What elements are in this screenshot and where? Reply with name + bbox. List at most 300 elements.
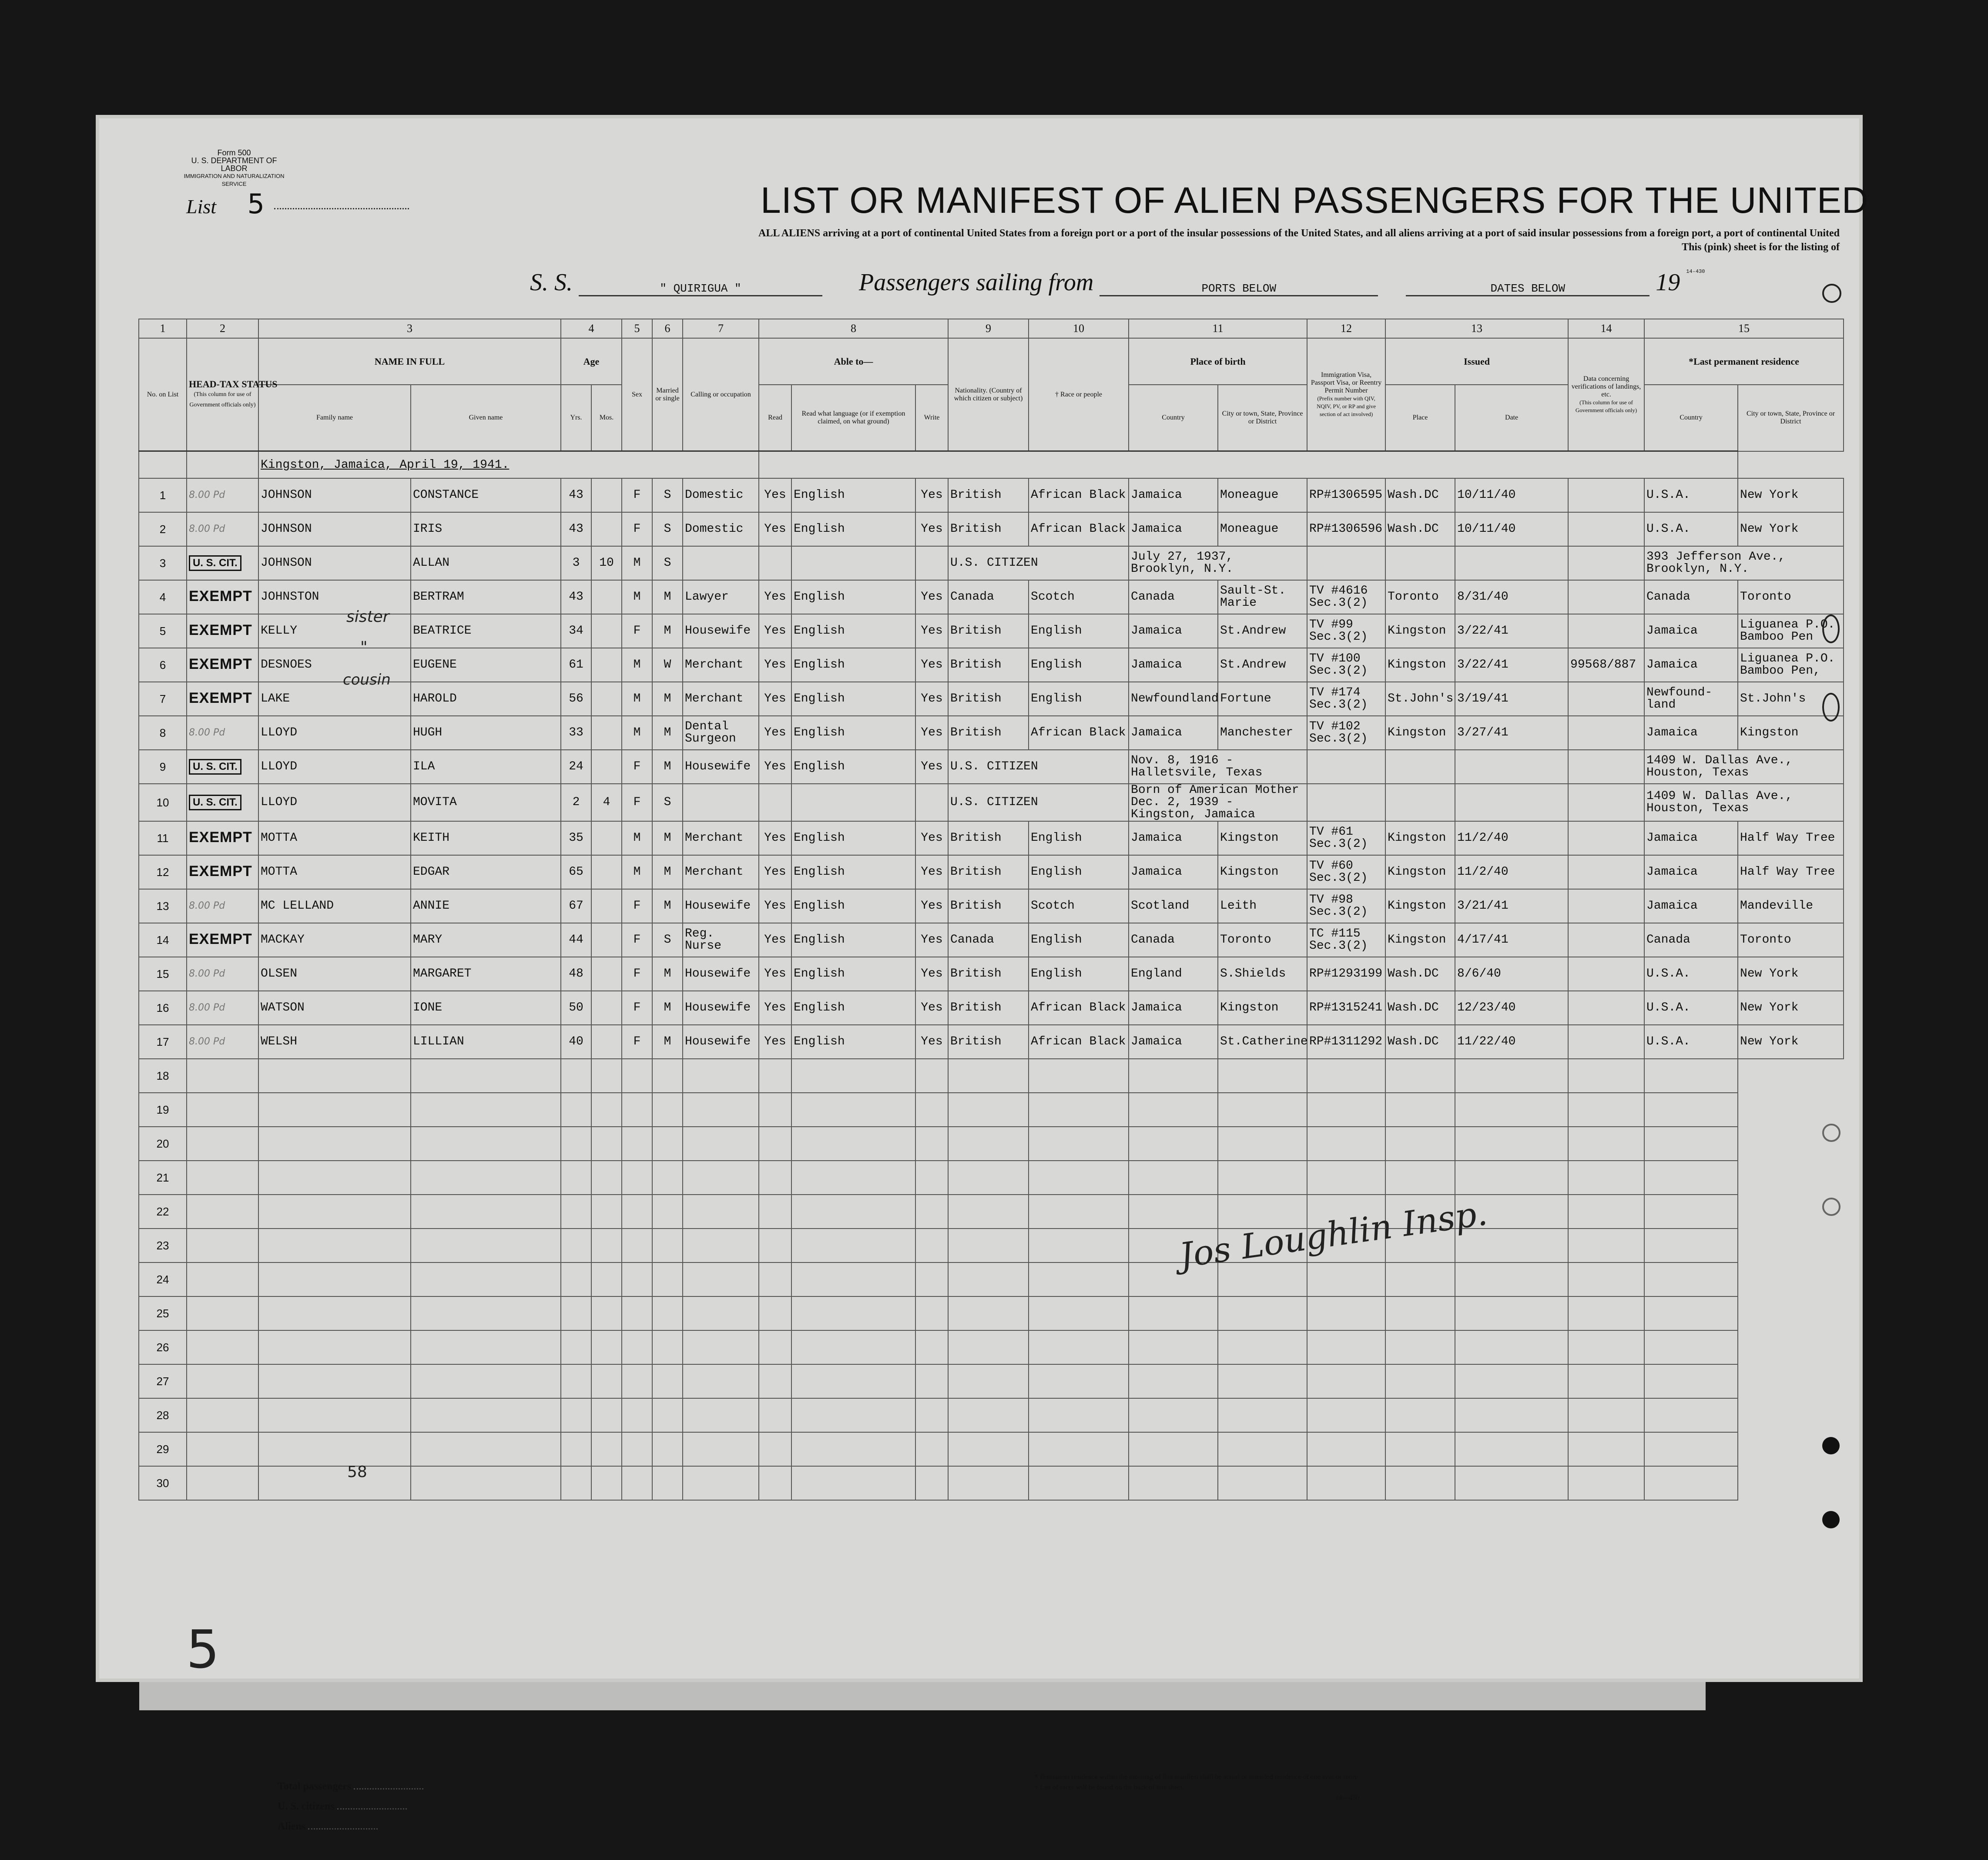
race: English [1029, 923, 1129, 957]
row-number: 11 [139, 821, 187, 855]
form-code-top: 14-430 [1686, 269, 1705, 275]
visa-number [1307, 784, 1385, 821]
write: Yes [915, 648, 948, 682]
header-family-name: Family name [258, 385, 411, 451]
exempt-stamp: EXEMPT [189, 655, 252, 672]
exempt-stamp: EXEMPT [189, 689, 252, 706]
issued-date: 11/2/40 [1455, 855, 1568, 889]
birth-city: Toronto [1218, 923, 1307, 957]
birth-city: Moneague [1218, 478, 1307, 512]
table-row [139, 648, 1844, 682]
binder-hole [1822, 1198, 1840, 1216]
birth-city: Leith [1218, 889, 1307, 923]
family-name: MACKAY [258, 923, 411, 957]
table-row [139, 1025, 1844, 1059]
ship-line [530, 269, 1705, 296]
year-prefix: 19 [1656, 269, 1680, 296]
age-years: 40 [561, 1025, 591, 1059]
age-years: 34 [561, 614, 591, 648]
nationality: British [948, 855, 1029, 889]
empty-row [139, 1195, 1844, 1229]
port-date-line: Kingston, Jamaica, April 19, 1941. [258, 451, 759, 479]
header-given-name: Given name [411, 385, 561, 451]
occupation [683, 546, 759, 580]
family-name: JOHNSON [258, 478, 411, 512]
row-number: 21 [139, 1161, 187, 1195]
occupation: Dental Surgeon [683, 716, 759, 750]
footnote-races: † List of races will be found on the back of this sheet. [1035, 1784, 1184, 1791]
given-name: MOVITA [411, 784, 561, 821]
age-months [591, 750, 622, 784]
occupation: Housewife [683, 889, 759, 923]
occupation: Reg. Nurse [683, 923, 759, 957]
residence-city: Kingston [1738, 716, 1844, 750]
header-birth-city: City or town, State, Province or District [1218, 385, 1307, 451]
race: Scotch [1029, 889, 1129, 923]
header-sex: Sex [622, 338, 652, 451]
birth-country: Jamaica [1129, 855, 1218, 889]
relation-note: cousin [343, 671, 391, 688]
visa-number: TV #99 Sec.3(2) [1307, 614, 1385, 648]
occupation [683, 784, 759, 821]
footnotes [1035, 1772, 1359, 1803]
nationality: British [948, 716, 1029, 750]
row-number: 19 [139, 1093, 187, 1127]
verification: 99568/887 [1568, 648, 1644, 682]
race: African Black [1029, 991, 1129, 1025]
age-months [591, 889, 622, 923]
marital-status: S [652, 478, 683, 512]
head-tax-status [187, 957, 258, 991]
nationality: British [948, 682, 1029, 716]
sex: M [622, 580, 652, 614]
colnum: 12 [1307, 319, 1385, 338]
residence-country: 393 Jefferson Ave., Brooklyn, N.Y. [1644, 546, 1844, 580]
given-name: BERTRAM [411, 580, 561, 614]
aliens-label: Aliens [278, 1821, 306, 1832]
residence-city: Mandeville [1738, 889, 1844, 923]
header-issued-place: Place [1385, 385, 1455, 451]
visa-number: RP#1306596 [1307, 512, 1385, 546]
visa-number: TV #174 Sec.3(2) [1307, 682, 1385, 716]
header-issued-date: Date [1455, 385, 1568, 451]
issued-date: 3/22/41 [1455, 614, 1568, 648]
occupation: Housewife [683, 957, 759, 991]
given-name: MARGARET [411, 957, 561, 991]
residence-city: New York [1738, 478, 1844, 512]
row-number: 17 [139, 1025, 187, 1059]
header-issued: Issued [1385, 338, 1568, 385]
marital-status: S [652, 784, 683, 821]
read: Yes [759, 682, 791, 716]
marital-status: W [652, 648, 683, 682]
residence-city: New York [1738, 991, 1844, 1025]
write: Yes [915, 682, 948, 716]
sex: F [622, 923, 652, 957]
write: Yes [915, 1025, 948, 1059]
table-row [139, 478, 1844, 512]
given-name: IONE [411, 991, 561, 1025]
write: Yes [915, 991, 948, 1025]
family-name: LLOYD [258, 716, 411, 750]
family-name: LLOYD [258, 784, 411, 821]
issued-place: Kingston [1385, 648, 1455, 682]
header-mos: Mos. [591, 385, 622, 451]
read [759, 784, 791, 821]
race: English [1029, 614, 1129, 648]
row-number: 18 [139, 1059, 187, 1093]
row-number: 1 [139, 478, 187, 512]
given-name: EUGENE [411, 648, 561, 682]
colnum: 10 [1029, 319, 1129, 338]
issued-date: 4/17/41 [1455, 923, 1568, 957]
issued-date: 3/19/41 [1455, 682, 1568, 716]
footnote-code: 14—430 [1335, 1794, 1360, 1802]
empty-row [139, 1432, 1844, 1466]
visa-number: RP#1315241 [1307, 991, 1385, 1025]
sex: M [622, 821, 652, 855]
issued-date [1455, 750, 1568, 784]
issued-date: 12/23/40 [1455, 991, 1568, 1025]
colnum: 8 [759, 319, 948, 338]
write: Yes [915, 512, 948, 546]
colnum: 13 [1385, 319, 1568, 338]
verification [1568, 923, 1644, 957]
issued-place: Kingston [1385, 923, 1455, 957]
binder-hole [1822, 1511, 1840, 1528]
occupation: Merchant [683, 855, 759, 889]
family-name: JOHNSON [258, 512, 411, 546]
race: English [1029, 682, 1129, 716]
header-res-country: Country [1644, 385, 1738, 451]
verification [1568, 478, 1644, 512]
nationality: British [948, 889, 1029, 923]
header-res-city: City or town, State, Province or District [1738, 385, 1844, 451]
race: African Black [1029, 512, 1129, 546]
footnote-permanent: * Permanent residence within the meaning of this manifest shall be actual or intended residence of one year or more. [1035, 1773, 1360, 1781]
header-write: Write [915, 385, 948, 451]
birth-city: Fortune [1218, 682, 1307, 716]
residence-country: 1409 W. Dallas Ave., Houston, Texas [1644, 784, 1844, 821]
empty-row [139, 1093, 1844, 1127]
age-months [591, 614, 622, 648]
age-years: 43 [561, 512, 591, 546]
issued-date [1455, 546, 1568, 580]
nationality: Canada [948, 580, 1029, 614]
residence-country: U.S.A. [1644, 512, 1738, 546]
family-name: MOTTA [258, 821, 411, 855]
verification [1568, 889, 1644, 923]
total-passengers-row [278, 1776, 423, 1796]
read: Yes [759, 1025, 791, 1059]
age-years: 65 [561, 855, 591, 889]
read: Yes [759, 614, 791, 648]
residence-city: New York [1738, 957, 1844, 991]
row-number: 4 [139, 580, 187, 614]
occupation: Housewife [683, 991, 759, 1025]
row-number: 12 [139, 855, 187, 889]
nationality: U.S. CITIZEN [948, 784, 1129, 821]
given-name: HUGH [411, 716, 561, 750]
birth-country: Jamaica [1129, 1025, 1218, 1059]
residence-country: Jamaica [1644, 614, 1738, 648]
family-name: LAKE [258, 682, 411, 716]
exempt-stamp: EXEMPT [189, 829, 252, 846]
age-months [591, 855, 622, 889]
birth-country: July 27, 1937, Brooklyn, N.Y. [1129, 546, 1307, 580]
read: Yes [759, 821, 791, 855]
visa-number: RP#1306595 [1307, 478, 1385, 512]
birth-country: Canada [1129, 580, 1218, 614]
issued-date: 3/27/41 [1455, 716, 1568, 750]
visa-number: TV #100 Sec.3(2) [1307, 648, 1385, 682]
visa-number: RP#1311292 [1307, 1025, 1385, 1059]
table-row [139, 855, 1844, 889]
age-years: 35 [561, 821, 591, 855]
row-number: 26 [139, 1330, 187, 1364]
sex: F [622, 512, 652, 546]
residence-country: Newfound- land [1644, 682, 1738, 716]
read: Yes [759, 923, 791, 957]
read: Yes [759, 478, 791, 512]
head-tax-status [187, 716, 258, 750]
list-label: List [186, 195, 217, 218]
exempt-stamp: EXEMPT [189, 863, 252, 880]
family-name: LLOYD [258, 750, 411, 784]
race: English [1029, 855, 1129, 889]
race: African Black [1029, 1025, 1129, 1059]
given-name: CONSTANCE [411, 478, 561, 512]
write: Yes [915, 580, 948, 614]
header-calling: Calling or occupation [683, 338, 759, 451]
page-title: LIST OR MANIFEST OF ALIEN PASSENGERS FOR THE UNITED [761, 180, 1869, 221]
given-name: ALLAN [411, 546, 561, 580]
write: Yes [915, 750, 948, 784]
given-name: LILLIAN [411, 1025, 561, 1059]
verification [1568, 1025, 1644, 1059]
age-years: 3 [561, 546, 591, 580]
row-number: 30 [139, 1466, 187, 1500]
nationality: British [948, 991, 1029, 1025]
age-months [591, 957, 622, 991]
birth-country: Born of American Mother Dec. 2, 1939 - Kingston, Jamaica [1129, 784, 1307, 821]
given-name: IRIS [411, 512, 561, 546]
write: Yes [915, 821, 948, 855]
verification [1568, 957, 1644, 991]
row-number: 14 [139, 923, 187, 957]
dates-value: DATES BELOW [1406, 282, 1649, 296]
occupation: Merchant [683, 682, 759, 716]
row-number: 25 [139, 1296, 187, 1330]
header-nationality: Nationality. (Country of which citizen or subject) [948, 338, 1029, 451]
header-head-tax [187, 338, 278, 451]
visa-number: TV #61 Sec.3(2) [1307, 821, 1385, 855]
header-no-on-list: No. on List [139, 338, 187, 451]
subtitle [430, 226, 1840, 254]
residence-city: Half Way Tree [1738, 855, 1844, 889]
age-years: 48 [561, 957, 591, 991]
birth-city: Kingston [1218, 991, 1307, 1025]
row-number: 6 [139, 648, 187, 682]
port-date-row [139, 451, 1844, 479]
binder-hole [1822, 1124, 1840, 1142]
us-citizen-stamp: U. S. CIT. [189, 795, 241, 810]
birth-country: Jamaica [1129, 512, 1218, 546]
birth-country: Newfoundland [1129, 682, 1218, 716]
header-row-1 [139, 338, 1844, 385]
colnum: 6 [652, 319, 683, 338]
sex: F [622, 750, 652, 784]
sex: F [622, 957, 652, 991]
residence-country: U.S.A. [1644, 1025, 1738, 1059]
table-row [139, 546, 1844, 580]
age-years: 67 [561, 889, 591, 923]
verification [1568, 716, 1644, 750]
race: English [1029, 821, 1129, 855]
row-number: 22 [139, 1195, 187, 1229]
marital-status: M [652, 821, 683, 855]
service-name: IMMIGRATION AND NATURALIZATION SERVICE [184, 173, 285, 187]
table-row [139, 957, 1844, 991]
read-language [791, 784, 915, 821]
manifest-table [138, 319, 1844, 1501]
age-months [591, 648, 622, 682]
empty-row [139, 1229, 1844, 1262]
empty-row [139, 1296, 1844, 1330]
sex: F [622, 478, 652, 512]
issued-date: 3/21/41 [1455, 889, 1568, 923]
row-number: 7 [139, 682, 187, 716]
ss-label: S. S. [530, 269, 573, 296]
occupation: Housewife [683, 614, 759, 648]
issued-place [1385, 546, 1455, 580]
table-row [139, 716, 1844, 750]
write [915, 784, 948, 821]
row-number: 27 [139, 1364, 187, 1398]
family-name: KELLY [258, 614, 411, 648]
empty-row [139, 1330, 1844, 1364]
inspector-signature: Jos Loughlin Insp. [1177, 1193, 1490, 1276]
total-mark: 5 [186, 1620, 220, 1680]
us-citizens-row [278, 1796, 423, 1816]
age-months [591, 512, 622, 546]
marital-status: M [652, 1025, 683, 1059]
head-tax-status [187, 580, 258, 614]
issued-place: St.John's [1385, 682, 1455, 716]
birth-country: Scotland [1129, 889, 1218, 923]
age-years: 24 [561, 750, 591, 784]
table-row [139, 923, 1844, 957]
row-number: 9 [139, 750, 187, 784]
issued-place: Wash.DC [1385, 1025, 1455, 1059]
head-tax-status [187, 512, 258, 546]
relation-note: " [360, 638, 368, 656]
head-tax-paid-note: 8.00 Pd [189, 1002, 225, 1013]
verification [1568, 614, 1644, 648]
head-tax-status [187, 682, 258, 716]
issued-date: 11/22/40 [1455, 1025, 1568, 1059]
table-row [139, 991, 1844, 1025]
occupation: Domestic [683, 512, 759, 546]
read-language: English [791, 1025, 915, 1059]
empty-row [139, 1364, 1844, 1398]
head-tax-paid-note: 8.00 Pd [189, 524, 225, 534]
sex: F [622, 614, 652, 648]
visa-label: Immigration Visa, Passport Visa, or Reentry Permit Number [1311, 371, 1382, 394]
header-visa [1307, 338, 1385, 451]
table-row [139, 784, 1844, 821]
occupation: Housewife [683, 750, 759, 784]
issued-date: 10/11/40 [1455, 512, 1568, 546]
given-name: HAROLD [411, 682, 561, 716]
write: Yes [915, 957, 948, 991]
sex: F [622, 784, 652, 821]
birth-country: England [1129, 957, 1218, 991]
binder-hole [1822, 614, 1840, 643]
verification [1568, 512, 1644, 546]
given-name: ANNIE [411, 889, 561, 923]
verifications-label: Data concerning verifications of landings, etc. [1571, 375, 1641, 398]
residence-country: U.S.A. [1644, 478, 1738, 512]
residence-city: Liguanea P.O. Bamboo Pen, [1738, 648, 1844, 682]
verification [1568, 750, 1644, 784]
read: Yes [759, 991, 791, 1025]
sailing-label: Passengers sailing from [859, 269, 1094, 296]
colnum: 7 [683, 319, 759, 338]
age-years: 50 [561, 991, 591, 1025]
colnum: 2 [187, 319, 258, 338]
head-tax-paid-note: 8.00 Pd [189, 900, 225, 911]
age-months [591, 682, 622, 716]
verification [1568, 580, 1644, 614]
marital-status: S [652, 512, 683, 546]
issued-place [1385, 750, 1455, 784]
head-tax-status [187, 750, 258, 784]
read-language: English [791, 957, 915, 991]
head-tax-paid-note: 8.00 Pd [189, 968, 225, 979]
race: English [1029, 648, 1129, 682]
read-language: English [791, 923, 915, 957]
nationality: U.S. CITIZEN [948, 750, 1129, 784]
given-name: MARY [411, 923, 561, 957]
us-citizen-stamp: U. S. CIT. [189, 759, 241, 775]
write [915, 546, 948, 580]
head-tax-paid-note: 8.00 Pd [189, 727, 225, 738]
occupation: Merchant [683, 648, 759, 682]
header-married: Married or single [652, 338, 683, 451]
marital-status: M [652, 580, 683, 614]
verification [1568, 855, 1644, 889]
birth-city: Sault-St. Marie [1218, 580, 1307, 614]
family-name: DESNOES [258, 648, 411, 682]
write: Yes [915, 855, 948, 889]
residence-country: Jamaica [1644, 648, 1738, 682]
age-years: 33 [561, 716, 591, 750]
read: Yes [759, 889, 791, 923]
row-number: 8 [139, 716, 187, 750]
residence-country: U.S.A. [1644, 991, 1738, 1025]
issued-place: Wash.DC [1385, 478, 1455, 512]
colnum: 5 [622, 319, 652, 338]
birth-country: Jamaica [1129, 478, 1218, 512]
read: Yes [759, 750, 791, 784]
head-tax-note: (This column for use of Government officials only) [189, 391, 256, 408]
read [759, 546, 791, 580]
head-tax-status [187, 923, 258, 957]
given-name: EDGAR [411, 855, 561, 889]
issued-place: Kingston [1385, 855, 1455, 889]
marital-status: S [652, 546, 683, 580]
